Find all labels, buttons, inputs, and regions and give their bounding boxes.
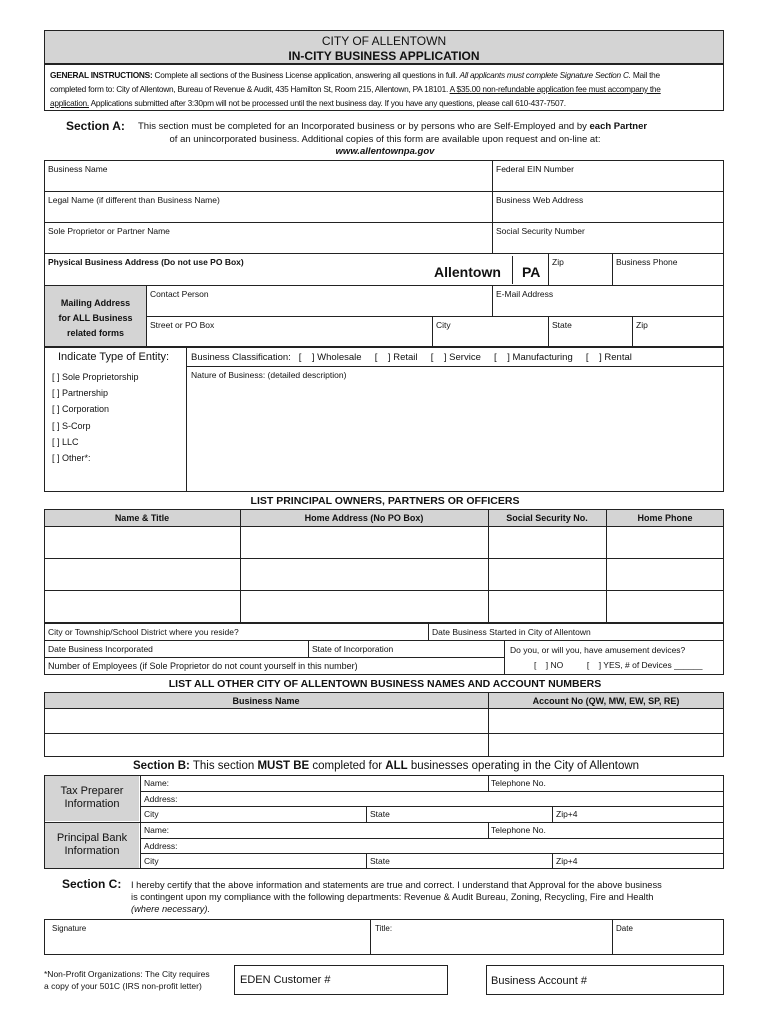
- tax-name-field[interactable]: Name:: [144, 778, 170, 788]
- section-b-heading: Section B: This section MUST BE completed for ALL businesses operating in the City of Allentown: [133, 760, 640, 772]
- entity-other-checkbox[interactable]: [ ] Other*:: [52, 453, 91, 464]
- instructions-text: Applications submitted after 3:30pm will not be processed until the next business day. If you have any questions, please call 610-437-7507.: [90, 98, 566, 108]
- col-ssn: Social Security No.: [506, 513, 588, 523]
- other-names-heading: LIST ALL OTHER CITY OF ALLENTOWN BUSINESS NAMES AND ACCOUNT NUMBERS: [168, 678, 602, 690]
- mailing-city-field[interactable]: City: [436, 320, 451, 330]
- eden-customer-label: EDEN Customer #: [240, 974, 331, 986]
- contact-person-field[interactable]: Contact Person: [150, 289, 209, 299]
- entity-options: [52, 369, 139, 466]
- business-name-field[interactable]: Business Name: [48, 164, 108, 174]
- bank-state-field[interactable]: State: [370, 856, 390, 866]
- instructions-text: completed form to: City of Allentown, Bureau of Revenue & Audit, 435 Hamilton St, Room 215, Allentown, PA 18101.: [50, 84, 448, 94]
- instructions-text: Complete all sections of the Business License application, answering all questions in full.: [154, 70, 458, 80]
- mailing-address-label: Mailing Address for ALL Business related forms: [45, 286, 146, 346]
- instructions-text: Mail the: [632, 70, 660, 80]
- street-po-field[interactable]: Street or PO Box: [150, 320, 215, 330]
- bank-label: Principal Bank Information: [56, 832, 128, 857]
- signature-field[interactable]: Signature: [52, 924, 87, 933]
- bank-zip-field[interactable]: Zip+4: [556, 856, 578, 866]
- entity-box: [44, 347, 724, 492]
- business-account-label: Business Account #: [491, 975, 588, 987]
- fee-notice: A $35.00 non-refundable application fee must accompany the: [449, 84, 661, 94]
- tax-zip-field[interactable]: Zip+4: [556, 809, 578, 819]
- entity-heading: Indicate Type of Entity:: [58, 351, 170, 363]
- date-field[interactable]: Date: [616, 924, 633, 933]
- owners-entry-rows[interactable]: [45, 527, 723, 622]
- section-a-text: This section must be completed for an Incorporated business or by persons who are Self-Employed and by each Partner: [138, 121, 648, 132]
- col-account-no: Account No (QW, MW, EW, SP, RE): [532, 696, 680, 706]
- title-field[interactable]: Title:: [375, 924, 393, 933]
- township-field[interactable]: City or Township/School District where you reside?: [48, 627, 239, 637]
- website-link[interactable]: www.allentownpa.gov: [335, 146, 435, 157]
- form-title: IN-CITY BUSINESS APPLICATION: [288, 49, 480, 63]
- business-classification[interactable]: Business Classification: [ ] Wholesale [ ] Retail [ ] Service [ ] Manufacturing [ ] Rental: [191, 352, 632, 363]
- nonprofit-note: *Non-Profit Organizations: The City requires a copy of your 501C (IRS non-profit letter): [44, 969, 210, 991]
- legal-name-field[interactable]: Legal Name (if different than Business Name): [48, 195, 220, 205]
- zip-field[interactable]: Zip: [552, 257, 564, 267]
- employees-field[interactable]: Number of Employees (if Sole Proprietor do not count yourself in this number): [48, 661, 358, 671]
- web-address-field[interactable]: Business Web Address: [496, 195, 584, 205]
- mailing-zip-field[interactable]: Zip: [636, 320, 648, 330]
- business-phone-field[interactable]: Business Phone: [616, 257, 678, 267]
- amusement-question: Do you, or will you, have amusement devices?: [510, 645, 686, 655]
- email-field[interactable]: E-Mail Address: [496, 289, 554, 299]
- entity-sole-checkbox[interactable]: [ ] Sole Proprietorship: [52, 372, 139, 382]
- section-a-heading: Section A:: [66, 119, 125, 133]
- entity-corporation-checkbox[interactable]: [ ] Corporation: [52, 404, 110, 415]
- nature-of-business-field[interactable]: Nature of Business: (detailed description): [191, 370, 347, 380]
- instructions-lead: GENERAL INSTRUCTIONS:: [50, 70, 153, 80]
- amusement-options[interactable]: [ ] NO [ ] YES, # of Devices ______: [534, 660, 703, 670]
- date-incorporated-field[interactable]: Date Business Incorporated: [48, 644, 153, 654]
- state-incorporation-field[interactable]: State of Incorporation: [312, 644, 394, 654]
- col-home-address: Home Address (No PO Box): [304, 513, 424, 523]
- other-names-entry-rows[interactable]: [45, 709, 723, 756]
- federal-ein-field[interactable]: Federal EIN Number: [496, 164, 574, 174]
- tax-address-field[interactable]: Address:: [144, 794, 178, 804]
- date-started-field[interactable]: Date Business Started in City of Allentown: [432, 627, 591, 637]
- state-value: PA: [522, 264, 541, 280]
- instructions-italic: All applicants must complete Signature Section C.: [459, 70, 631, 80]
- entity-scorp-checkbox[interactable]: [ ] S-Corp: [52, 420, 91, 431]
- entity-partnership-checkbox[interactable]: [ ] Partnership: [52, 388, 109, 399]
- mailing-state-field[interactable]: State: [552, 320, 572, 330]
- col-business-name: Business Name: [232, 696, 300, 706]
- owners-heading: LIST PRINCIPAL OWNERS, PARTNERS OR OFFICERS: [250, 495, 520, 507]
- tax-state-field[interactable]: State: [370, 809, 390, 819]
- ssn-field[interactable]: Social Security Number: [496, 226, 585, 236]
- bank-name-field[interactable]: Name:: [144, 825, 170, 835]
- city-title: CITY OF ALLENTOWN: [321, 34, 447, 48]
- col-name-title: Name & Title: [114, 513, 170, 523]
- bank-city-field[interactable]: City: [144, 856, 159, 866]
- section-c-heading: Section C:: [62, 877, 122, 891]
- tax-phone-field[interactable]: Telephone No.: [491, 778, 546, 788]
- general-instructions: [50, 68, 722, 110]
- bank-address-field[interactable]: Address:: [144, 841, 178, 851]
- tax-city-field[interactable]: City: [144, 809, 159, 819]
- business-account-box[interactable]: [486, 965, 724, 995]
- proprietor-name-field[interactable]: Sole Proprietor or Partner Name: [48, 226, 170, 236]
- fee-notice: application.: [50, 98, 89, 108]
- eden-customer-box[interactable]: [234, 965, 448, 995]
- bank-phone-field[interactable]: Telephone No.: [491, 825, 546, 835]
- form-header: [44, 30, 724, 64]
- entity-llc-checkbox[interactable]: [ ] LLC: [52, 436, 79, 447]
- certification-text: I hereby certify that the above information and statements are true and correct. I understand that Approval for the above business is contingent upon my compliance with the following departments: Revenue & Audit Bureau, Zoning, Recycling, Fire and Health (where necessary).: [131, 880, 662, 914]
- city-value: Allentown: [434, 264, 501, 280]
- tax-preparer-label: Tax Preparer Information: [60, 785, 124, 810]
- col-home-phone: Home Phone: [637, 513, 693, 523]
- physical-address-field[interactable]: Physical Business Address (Do not use PO Box): [48, 257, 244, 267]
- section-a-text: of an unincorporated business. Additional copies of this form are available upon request and on-line at:: [169, 134, 601, 145]
